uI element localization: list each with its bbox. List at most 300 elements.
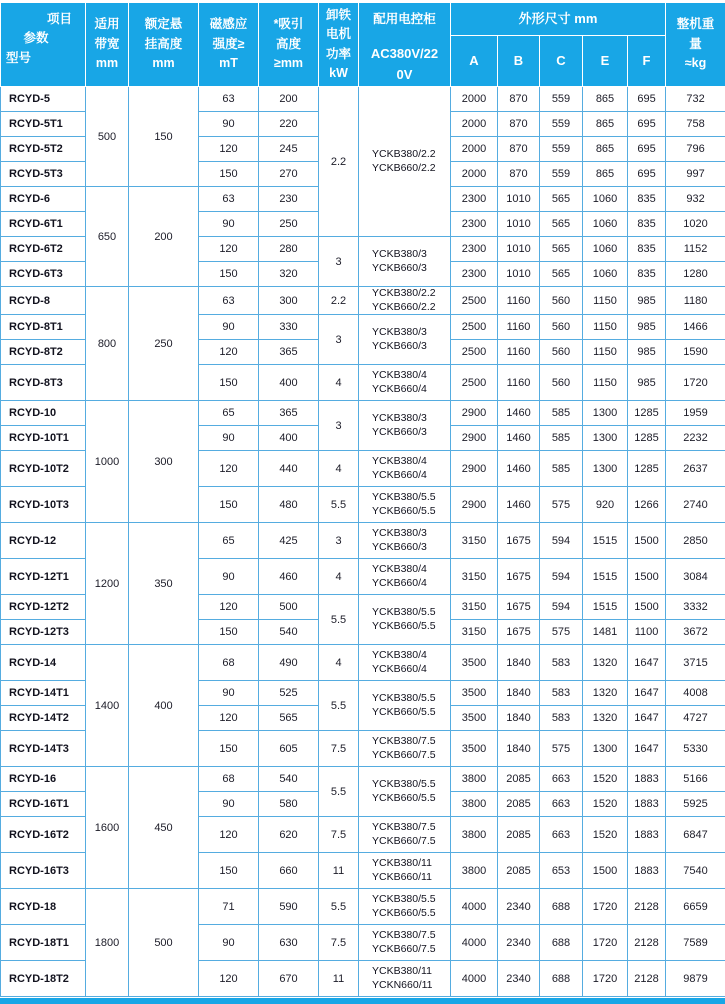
attract-height-cell: 480 <box>259 487 319 523</box>
hang-height-cell: 150 <box>129 87 199 187</box>
dim-c-cell: 585 <box>540 451 583 487</box>
attract-height-cell: 630 <box>259 925 319 961</box>
weight-cell: 5925 <box>666 792 725 817</box>
dim-b-cell: 870 <box>498 87 540 112</box>
model-cell: RCYD-5T2 <box>1 137 86 162</box>
weight-cell: 997 <box>666 162 725 187</box>
weight-cell: 1590 <box>666 340 725 365</box>
attract-height-cell: 460 <box>259 559 319 595</box>
hang-height-cell: 450 <box>129 767 199 889</box>
motor-power-cell: 3 <box>319 315 359 365</box>
dim-b-cell: 1675 <box>498 595 540 620</box>
bandwidth-cell: 1800 <box>86 889 129 997</box>
control-cabinet-cell: YCKB380/5.5 YCKB660/5.5 <box>359 889 451 925</box>
attract-height-cell: 270 <box>259 162 319 187</box>
dim-f-cell: 695 <box>628 137 666 162</box>
attract-height-cell: 580 <box>259 792 319 817</box>
model-cell: RCYD-14T2 <box>1 706 86 731</box>
motor-power-cell: 5.5 <box>319 487 359 523</box>
control-cabinet-cell: YCKB380/7.5 YCKB660/7.5 <box>359 925 451 961</box>
dim-c-cell: 585 <box>540 426 583 451</box>
dim-col-e: E <box>583 36 628 87</box>
dim-f-cell: 1647 <box>628 681 666 706</box>
model-cell: RCYD-18T2 <box>1 961 86 997</box>
dim-b-cell: 870 <box>498 162 540 187</box>
dim-b-cell: 1160 <box>498 315 540 340</box>
hang-height-cell: 200 <box>129 187 199 287</box>
dim-e-cell: 1060 <box>583 212 628 237</box>
control-cabinet-title: 配用电控柜 <box>359 3 450 29</box>
control-cabinet-cell: YCKB380/3 YCKB660/3 <box>359 315 451 365</box>
dim-c-cell: 663 <box>540 767 583 792</box>
model-cell: RCYD-5T3 <box>1 162 86 187</box>
dim-e-cell: 1300 <box>583 731 628 767</box>
dim-c-cell: 663 <box>540 817 583 853</box>
bandwidth-header: 适用 带宽 mm <box>86 3 129 87</box>
magnetic-intensity-cell: 120 <box>199 451 259 487</box>
weight-cell: 932 <box>666 187 725 212</box>
spec-table-body <box>1 87 725 997</box>
magnetic-intensity-cell: 71 <box>199 889 259 925</box>
dim-e-cell: 1060 <box>583 187 628 212</box>
control-cabinet-voltage: AC380V/22 0V <box>359 29 450 84</box>
weight-cell: 796 <box>666 137 725 162</box>
dim-c-cell: 565 <box>540 212 583 237</box>
dim-f-cell: 2128 <box>628 925 666 961</box>
dimensions-header: 外形尺寸 mm <box>451 3 666 36</box>
weight-cell: 1152 <box>666 237 725 262</box>
dim-b-cell: 2340 <box>498 961 540 997</box>
magnetic-intensity-cell: 90 <box>199 426 259 451</box>
dim-e-cell: 1300 <box>583 426 628 451</box>
model-cell: RCYD-8T2 <box>1 340 86 365</box>
dim-e-cell: 1515 <box>583 595 628 620</box>
magnetic-intensity-cell: 68 <box>199 645 259 681</box>
dim-f-cell: 835 <box>628 262 666 287</box>
dim-b-cell: 1840 <box>498 706 540 731</box>
dim-b-cell: 870 <box>498 137 540 162</box>
model-cell: RCYD-10T2 <box>1 451 86 487</box>
attract-height-cell: 590 <box>259 889 319 925</box>
dim-f-cell: 2128 <box>628 961 666 997</box>
dim-f-cell: 1500 <box>628 559 666 595</box>
dim-e-cell: 1060 <box>583 262 628 287</box>
dim-f-cell: 985 <box>628 315 666 340</box>
corner-header <box>1 3 86 87</box>
magnetic-intensity-cell: 120 <box>199 340 259 365</box>
dim-a-cell: 3500 <box>451 645 498 681</box>
dim-b-cell: 1160 <box>498 287 540 315</box>
dim-e-cell: 1515 <box>583 559 628 595</box>
control-cabinet-cell: YCKB380/4 YCKB660/4 <box>359 559 451 595</box>
dim-b-cell: 2340 <box>498 925 540 961</box>
motor-power-cell: 5.5 <box>319 767 359 817</box>
weight-cell: 2740 <box>666 487 725 523</box>
bottom-border-band <box>0 998 725 1004</box>
model-cell: RCYD-10T3 <box>1 487 86 523</box>
dim-c-cell: 575 <box>540 487 583 523</box>
dim-c-cell: 559 <box>540 162 583 187</box>
model-cell: RCYD-18 <box>1 889 86 925</box>
dim-e-cell: 1720 <box>583 889 628 925</box>
magnetic-intensity-cell: 63 <box>199 87 259 112</box>
weight-cell: 4008 <box>666 681 725 706</box>
model-cell: RCYD-6T2 <box>1 237 86 262</box>
hang-height-cell: 250 <box>129 287 199 401</box>
weight-cell: 732 <box>666 87 725 112</box>
attract-height-cell: 245 <box>259 137 319 162</box>
magnetic-intensity-cell: 90 <box>199 112 259 137</box>
model-cell: RCYD-8T1 <box>1 315 86 340</box>
weight-cell: 1466 <box>666 315 725 340</box>
dim-e-cell: 1060 <box>583 237 628 262</box>
motor-power-cell: 3 <box>319 237 359 287</box>
magnetic-intensity-cell: 90 <box>199 315 259 340</box>
attract-height-cell: 220 <box>259 112 319 137</box>
magnetic-intensity-cell: 120 <box>199 595 259 620</box>
dim-e-cell: 1720 <box>583 961 628 997</box>
dim-c-cell: 559 <box>540 137 583 162</box>
control-cabinet-cell: YCKB380/2.2 YCKB660/2.2 <box>359 87 451 237</box>
dim-col-a: A <box>451 36 498 87</box>
dim-f-cell: 1647 <box>628 645 666 681</box>
hang-height-cell: 300 <box>129 401 199 523</box>
dim-f-cell: 2128 <box>628 889 666 925</box>
model-cell: RCYD-14T3 <box>1 731 86 767</box>
motor-power-cell: 11 <box>319 853 359 889</box>
magnetic-intensity-cell: 120 <box>199 817 259 853</box>
weight-cell: 758 <box>666 112 725 137</box>
attract-height-header: *吸引 高度 ≥mm <box>259 3 319 87</box>
motor-power-cell: 5.5 <box>319 595 359 645</box>
dim-c-cell: 575 <box>540 620 583 645</box>
dim-a-cell: 4000 <box>451 889 498 925</box>
dim-c-cell: 663 <box>540 792 583 817</box>
bandwidth-cell: 650 <box>86 187 129 287</box>
dim-col-c: C <box>540 36 583 87</box>
bandwidth-cell: 1200 <box>86 523 129 645</box>
corner-line-3: 型号 <box>1 49 85 68</box>
dim-f-cell: 695 <box>628 162 666 187</box>
dim-e-cell: 1520 <box>583 817 628 853</box>
dim-b-cell: 1010 <box>498 237 540 262</box>
dim-a-cell: 2900 <box>451 451 498 487</box>
table-row <box>1 645 725 681</box>
model-cell: RCYD-12T1 <box>1 559 86 595</box>
dim-b-cell: 1160 <box>498 365 540 401</box>
dim-f-cell: 1500 <box>628 523 666 559</box>
dim-e-cell: 1300 <box>583 451 628 487</box>
attract-height-cell: 620 <box>259 817 319 853</box>
dim-f-cell: 1285 <box>628 426 666 451</box>
dim-b-cell: 1460 <box>498 401 540 426</box>
dim-f-cell: 835 <box>628 187 666 212</box>
dim-b-cell: 1160 <box>498 340 540 365</box>
dim-e-cell: 1320 <box>583 645 628 681</box>
dim-b-cell: 1840 <box>498 681 540 706</box>
dim-b-cell: 1010 <box>498 212 540 237</box>
magnetic-intensity-cell: 90 <box>199 925 259 961</box>
dim-e-cell: 865 <box>583 112 628 137</box>
control-cabinet-cell: YCKB380/7.5 YCKB660/7.5 <box>359 817 451 853</box>
table-row <box>1 401 725 426</box>
dim-e-cell: 865 <box>583 162 628 187</box>
corner-line-2: 参数 <box>1 29 85 48</box>
motor-power-cell: 11 <box>319 961 359 997</box>
weight-cell: 7589 <box>666 925 725 961</box>
dim-c-cell: 688 <box>540 961 583 997</box>
model-cell: RCYD-16 <box>1 767 86 792</box>
weight-cell: 2232 <box>666 426 725 451</box>
attract-height-cell: 490 <box>259 645 319 681</box>
dim-b-cell: 2085 <box>498 817 540 853</box>
dim-f-cell: 1266 <box>628 487 666 523</box>
dim-a-cell: 3800 <box>451 817 498 853</box>
attract-height-cell: 280 <box>259 237 319 262</box>
control-cabinet-cell: YCKB380/5.5 YCKB660/5.5 <box>359 595 451 645</box>
dim-a-cell: 3150 <box>451 523 498 559</box>
attract-height-cell: 230 <box>259 187 319 212</box>
attract-height-cell: 300 <box>259 287 319 315</box>
dim-e-cell: 865 <box>583 87 628 112</box>
attract-height-cell: 425 <box>259 523 319 559</box>
magnetic-intensity-cell: 120 <box>199 706 259 731</box>
motor-power-cell: 2.2 <box>319 87 359 237</box>
dim-b-cell: 1010 <box>498 187 540 212</box>
control-cabinet-cell: YCKB380/3 YCKB660/3 <box>359 401 451 451</box>
dim-f-cell: 835 <box>628 212 666 237</box>
control-cabinet-cell: YCKB380/2.2 YCKB660/2.2 <box>359 287 451 315</box>
model-cell: RCYD-5 <box>1 87 86 112</box>
dim-a-cell: 3800 <box>451 767 498 792</box>
dim-c-cell: 560 <box>540 340 583 365</box>
dim-c-cell: 559 <box>540 112 583 137</box>
dim-f-cell: 1883 <box>628 767 666 792</box>
model-cell: RCYD-8T3 <box>1 365 86 401</box>
dim-c-cell: 565 <box>540 262 583 287</box>
model-cell: RCYD-12 <box>1 523 86 559</box>
dim-a-cell: 4000 <box>451 925 498 961</box>
dim-e-cell: 1300 <box>583 401 628 426</box>
dim-c-cell: 560 <box>540 365 583 401</box>
dim-a-cell: 2500 <box>451 340 498 365</box>
dim-c-cell: 688 <box>540 925 583 961</box>
motor-power-cell: 5.5 <box>319 681 359 731</box>
dim-a-cell: 2000 <box>451 87 498 112</box>
dim-a-cell: 2300 <box>451 212 498 237</box>
attract-height-cell: 330 <box>259 315 319 340</box>
weight-header: 整机重 量 ≈kg <box>666 3 725 87</box>
weight-cell: 1180 <box>666 287 725 315</box>
dim-c-cell: 583 <box>540 645 583 681</box>
dim-a-cell: 2000 <box>451 112 498 137</box>
weight-cell: 7540 <box>666 853 725 889</box>
magnetic-intensity-cell: 63 <box>199 287 259 315</box>
dim-e-cell: 865 <box>583 137 628 162</box>
dim-f-cell: 985 <box>628 287 666 315</box>
magnetic-intensity-cell: 65 <box>199 523 259 559</box>
control-cabinet-cell: YCKB380/4 YCKB660/4 <box>359 365 451 401</box>
dim-e-cell: 1150 <box>583 315 628 340</box>
dim-b-cell: 1460 <box>498 426 540 451</box>
attract-height-cell: 660 <box>259 853 319 889</box>
dim-e-cell: 1320 <box>583 681 628 706</box>
attract-height-cell: 540 <box>259 767 319 792</box>
dim-f-cell: 1883 <box>628 792 666 817</box>
control-cabinet-cell: YCKB380/5.5 YCKB660/5.5 <box>359 767 451 817</box>
bandwidth-cell: 1000 <box>86 401 129 523</box>
dim-e-cell: 1481 <box>583 620 628 645</box>
motor-power-cell: 4 <box>319 451 359 487</box>
dim-a-cell: 3800 <box>451 792 498 817</box>
model-cell: RCYD-16T3 <box>1 853 86 889</box>
dim-e-cell: 1150 <box>583 287 628 315</box>
magnetic-intensity-cell: 150 <box>199 365 259 401</box>
dim-c-cell: 575 <box>540 731 583 767</box>
dim-f-cell: 835 <box>628 237 666 262</box>
dim-b-cell: 2085 <box>498 792 540 817</box>
motor-power-cell: 7.5 <box>319 925 359 961</box>
weight-cell: 4727 <box>666 706 725 731</box>
weight-cell: 1020 <box>666 212 725 237</box>
bandwidth-cell: 800 <box>86 287 129 401</box>
control-cabinet-cell: YCKB380/4 YCKB660/4 <box>359 645 451 681</box>
weight-cell: 6847 <box>666 817 725 853</box>
dim-f-cell: 1647 <box>628 706 666 731</box>
weight-cell: 1720 <box>666 365 725 401</box>
dim-c-cell: 653 <box>540 853 583 889</box>
table-row <box>1 287 725 315</box>
dim-b-cell: 2340 <box>498 889 540 925</box>
dim-c-cell: 565 <box>540 187 583 212</box>
weight-cell: 1959 <box>666 401 725 426</box>
dim-e-cell: 1720 <box>583 925 628 961</box>
dim-f-cell: 1500 <box>628 595 666 620</box>
motor-power-cell: 2.2 <box>319 287 359 315</box>
control-cabinet-cell: YCKB380/5.5 YCKB660/5.5 <box>359 681 451 731</box>
weight-cell: 3672 <box>666 620 725 645</box>
table-row <box>1 889 725 925</box>
dim-col-b: B <box>498 36 540 87</box>
control-cabinet-cell: YCKB380/11 YCKN660/11 <box>359 961 451 997</box>
attract-height-cell: 365 <box>259 401 319 426</box>
motor-power-cell: 4 <box>319 559 359 595</box>
model-cell: RCYD-10T1 <box>1 426 86 451</box>
dim-e-cell: 1520 <box>583 767 628 792</box>
dim-f-cell: 1100 <box>628 620 666 645</box>
attract-height-cell: 200 <box>259 87 319 112</box>
dim-a-cell: 2900 <box>451 487 498 523</box>
dim-c-cell: 594 <box>540 595 583 620</box>
magnetic-intensity-cell: 90 <box>199 212 259 237</box>
motor-power-cell: 4 <box>319 645 359 681</box>
dim-a-cell: 2300 <box>451 262 498 287</box>
attract-height-cell: 605 <box>259 731 319 767</box>
attract-height-cell: 400 <box>259 365 319 401</box>
dim-c-cell: 560 <box>540 287 583 315</box>
magnetic-intensity-cell: 120 <box>199 961 259 997</box>
table-row <box>1 87 725 112</box>
magnetic-intensity-cell: 120 <box>199 237 259 262</box>
model-cell: RCYD-14 <box>1 645 86 681</box>
weight-cell: 1280 <box>666 262 725 287</box>
attract-height-cell: 670 <box>259 961 319 997</box>
magnetic-intensity-cell: 68 <box>199 767 259 792</box>
bandwidth-cell: 1400 <box>86 645 129 767</box>
weight-cell: 2850 <box>666 523 725 559</box>
dim-f-cell: 1647 <box>628 731 666 767</box>
dim-a-cell: 2000 <box>451 137 498 162</box>
model-cell: RCYD-6 <box>1 187 86 212</box>
dim-f-cell: 1285 <box>628 401 666 426</box>
magnetic-intensity-cell: 150 <box>199 262 259 287</box>
dim-e-cell: 1515 <box>583 523 628 559</box>
dim-a-cell: 2900 <box>451 401 498 426</box>
dim-a-cell: 2500 <box>451 365 498 401</box>
dim-a-cell: 2300 <box>451 237 498 262</box>
bandwidth-cell: 1600 <box>86 767 129 889</box>
dim-a-cell: 3150 <box>451 620 498 645</box>
magnetic-intensity-cell: 63 <box>199 187 259 212</box>
attract-height-cell: 525 <box>259 681 319 706</box>
model-cell: RCYD-12T2 <box>1 595 86 620</box>
dim-c-cell: 560 <box>540 315 583 340</box>
motor-power-cell: 7.5 <box>319 817 359 853</box>
dim-f-cell: 985 <box>628 365 666 401</box>
magnetic-intensity-cell: 150 <box>199 162 259 187</box>
control-cabinet-header <box>359 3 451 87</box>
model-cell: RCYD-10 <box>1 401 86 426</box>
magnetic-intensity-cell: 150 <box>199 620 259 645</box>
dim-b-cell: 1675 <box>498 559 540 595</box>
control-cabinet-cell: YCKB380/4 YCKB660/4 <box>359 451 451 487</box>
dim-b-cell: 1840 <box>498 645 540 681</box>
dim-a-cell: 3150 <box>451 559 498 595</box>
model-cell: RCYD-6T3 <box>1 262 86 287</box>
hang-height-cell: 350 <box>129 523 199 645</box>
table-header <box>1 3 725 87</box>
model-cell: RCYD-16T2 <box>1 817 86 853</box>
dim-e-cell: 1320 <box>583 706 628 731</box>
magnetic-intensity-cell: 120 <box>199 137 259 162</box>
control-cabinet-cell: YCKB380/7.5 YCKB660/7.5 <box>359 731 451 767</box>
dim-e-cell: 1150 <box>583 365 628 401</box>
magnetic-intensity-cell: 90 <box>199 792 259 817</box>
dim-c-cell: 594 <box>540 523 583 559</box>
magnetic-intensity-cell: 90 <box>199 681 259 706</box>
dim-c-cell: 583 <box>540 681 583 706</box>
motor-power-cell: 5.5 <box>319 889 359 925</box>
attract-height-cell: 320 <box>259 262 319 287</box>
dim-b-cell: 870 <box>498 112 540 137</box>
dim-c-cell: 688 <box>540 889 583 925</box>
motor-power-cell: 7.5 <box>319 731 359 767</box>
dim-a-cell: 3500 <box>451 731 498 767</box>
dim-a-cell: 3500 <box>451 706 498 731</box>
magnetic-intensity-cell: 90 <box>199 559 259 595</box>
motor-power-cell: 3 <box>319 523 359 559</box>
attract-height-cell: 500 <box>259 595 319 620</box>
dim-a-cell: 3500 <box>451 681 498 706</box>
dim-c-cell: 594 <box>540 559 583 595</box>
corner-line-1: 项目 <box>1 10 85 29</box>
hang-height-header: 额定悬 挂高度 mm <box>129 3 199 87</box>
attract-height-cell: 365 <box>259 340 319 365</box>
dim-f-cell: 695 <box>628 112 666 137</box>
bandwidth-cell: 500 <box>86 87 129 187</box>
dim-e-cell: 1520 <box>583 792 628 817</box>
magnetic-intensity-cell: 150 <box>199 853 259 889</box>
